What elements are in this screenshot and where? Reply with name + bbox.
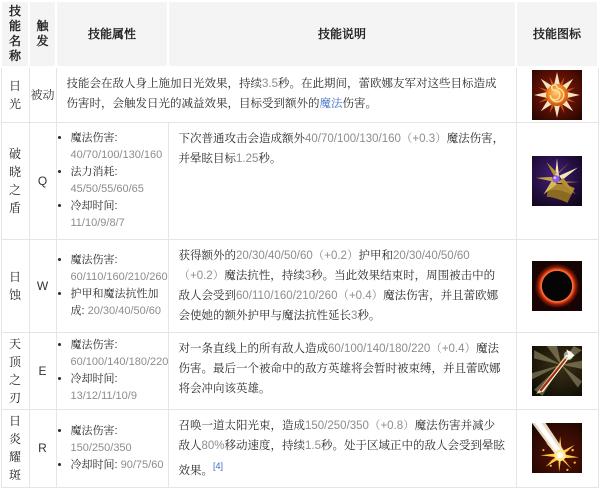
- attribute-label: 魔法伤害:: [70, 339, 118, 351]
- scaling-values: 3: [304, 270, 312, 282]
- description-text: 伤害。: [342, 98, 377, 110]
- description-text: 秒。在此期间，蕾欧娜友军对这些目标造成伤害时，会触发日光的减益效果，目标受到额外的: [66, 78, 497, 110]
- skill-description: [168, 410, 516, 488]
- attribute-value: 90/75/60: [120, 458, 164, 471]
- skill-attributes-cell: [56, 333, 168, 410]
- skill-trigger-key: R: [29, 410, 56, 488]
- header-attributes: 技能属性: [56, 1, 168, 67]
- skill-trigger-key: E: [29, 333, 56, 410]
- attribute-item: [71, 286, 166, 320]
- skill-name: 日炎耀斑: [1, 410, 29, 488]
- description-text: 秒。当此效果结束时，周围被击中的敌人会受到: [178, 270, 496, 302]
- attribute-list: [60, 337, 169, 405]
- description-text: 秒。: [258, 153, 282, 165]
- skill-icon-cell: [516, 333, 598, 410]
- skill-row: [1, 240, 598, 333]
- header-row: [1, 1, 598, 67]
- description-text: 秒。: [357, 310, 381, 322]
- scaling-values: 20/30/40/50/60（+0.2）: [236, 250, 359, 262]
- attribute-label: 冷却时间:: [70, 200, 118, 212]
- reference-link[interactable]: [4]: [213, 461, 224, 471]
- skill-icon-cell: [516, 67, 598, 123]
- scaling-values: 3: [351, 310, 358, 322]
- attribute-label: 护甲和魔法抗性加成:: [70, 288, 159, 317]
- attribute-label: 冷却时间:: [70, 373, 118, 385]
- skill-name: 日光: [1, 67, 29, 123]
- attribute-list: [60, 252, 166, 320]
- skill-trigger-key: Q: [29, 123, 56, 240]
- skill-name: 日蚀: [1, 240, 29, 333]
- description-text: 魔法伤害，并且蕾欧娜会使她的额外护甲与魔法抗性延长: [178, 290, 499, 322]
- scaling-values: 60/100/140/180/220（+0.4）: [328, 343, 477, 355]
- description-text: 对一条直线上的所有敌人造成: [178, 343, 328, 355]
- attribute-item: [71, 423, 166, 457]
- skill-icon-cell: [516, 240, 598, 333]
- skill-row: [1, 333, 598, 410]
- header-icon: 技能图标: [516, 1, 598, 67]
- skill-row: [1, 123, 598, 240]
- sunlight-passive-icon[interactable]: [532, 70, 582, 120]
- scaling-values: 60/110/160/210/260（+0.4）: [236, 290, 384, 302]
- attribute-value: 11/10/9/8/7: [70, 217, 125, 229]
- description-text: 护甲和: [358, 250, 393, 262]
- attribute-label: 法力消耗:: [70, 166, 118, 178]
- description-text: 技能会在敌人身上施加日光效果，持续: [66, 78, 262, 90]
- solar-flare-icon[interactable]: [532, 423, 582, 473]
- description-text: 魔法抗性，持续: [224, 270, 305, 282]
- scaling-values: 40/70/100/130/160（+0.3）: [305, 133, 447, 145]
- attribute-label: 魔法伤害:: [70, 254, 118, 266]
- skill-description: [168, 240, 516, 333]
- skill-trigger-key: 被动: [29, 67, 56, 123]
- attribute-value: 60/100/140/180/220: [70, 356, 169, 368]
- scaling-values: 1.5: [305, 440, 322, 452]
- skill-description: [168, 333, 516, 410]
- scaling-values: 20/30/40/50/60（+0.2）: [178, 250, 470, 282]
- eclipse-icon[interactable]: [532, 261, 582, 311]
- attribute-item: [71, 252, 166, 286]
- magic-damage-link[interactable]: 魔法: [319, 98, 343, 110]
- skill-description: [56, 67, 516, 123]
- scaling-values: 150/250/350（+0.8）: [305, 420, 415, 432]
- attribute-item: [70, 337, 169, 371]
- attribute-value: 20/30/40/50/60: [87, 305, 162, 317]
- skill-description: [168, 123, 516, 240]
- attribute-item: [71, 198, 166, 232]
- description-text: 下次普通攻击会造成额外: [178, 133, 305, 145]
- attribute-label: 魔法伤害:: [70, 132, 118, 144]
- attribute-value: 40/70/100/130/160: [70, 149, 163, 161]
- scaling-values: 80%: [201, 440, 225, 452]
- attribute-value: 13/12/11/10/9: [70, 390, 137, 402]
- skill-attributes-cell: [56, 410, 168, 488]
- header-skill-name: 技能名称: [1, 1, 29, 67]
- description-text: 魔法伤害并减少敌人: [178, 420, 496, 452]
- skill-row: [1, 67, 598, 123]
- attribute-value: 150/250/350: [70, 441, 132, 454]
- skill-attributes-cell: [56, 240, 168, 333]
- description-text: 召唤一道太阳光束，造成: [178, 420, 305, 432]
- shield-of-daybreak-icon[interactable]: [532, 156, 582, 206]
- skill-attributes-cell: [56, 123, 168, 240]
- skill-row: [1, 410, 598, 488]
- attribute-list: [60, 130, 166, 232]
- description-text: 魔法伤害。最后一个被命中的敌方英雄将会暂时被束缚，并且蕾欧娜将会冲向该英雄。: [178, 343, 501, 395]
- attribute-item: [71, 457, 166, 474]
- attribute-label: 魔法伤害:: [70, 424, 118, 437]
- header-trigger: 触发: [29, 1, 56, 67]
- attribute-item: [71, 371, 166, 405]
- skill-icon-cell: [516, 123, 598, 240]
- header-description: 技能说明: [168, 1, 516, 67]
- attribute-value: 45/50/55/60/65: [70, 183, 144, 195]
- attribute-item: [71, 130, 166, 164]
- skill-trigger-key: W: [29, 240, 56, 333]
- skill-name: 天顶之刃: [1, 333, 29, 410]
- description-text: 魔法伤害，并晕眩目标: [178, 133, 505, 165]
- scaling-values: 3.5: [262, 78, 278, 90]
- description-text: 获得额外的: [178, 250, 236, 262]
- description-text: 移动速度，持续: [224, 440, 306, 452]
- zenith-blade-icon[interactable]: [532, 346, 582, 396]
- attribute-item: [71, 164, 166, 198]
- skill-table-body: [1, 67, 598, 487]
- attribute-value: 60/110/160/210/260: [70, 271, 168, 283]
- attribute-label: 冷却时间:: [70, 458, 121, 471]
- attribute-list: [60, 423, 166, 474]
- scaling-values: 1.25: [236, 153, 259, 165]
- description-text: 秒。处于区域正中的敌人会受到晕眩效果。: [178, 440, 506, 477]
- skill-name: 破晓之盾: [1, 123, 29, 240]
- skill-icon-cell: [516, 410, 598, 488]
